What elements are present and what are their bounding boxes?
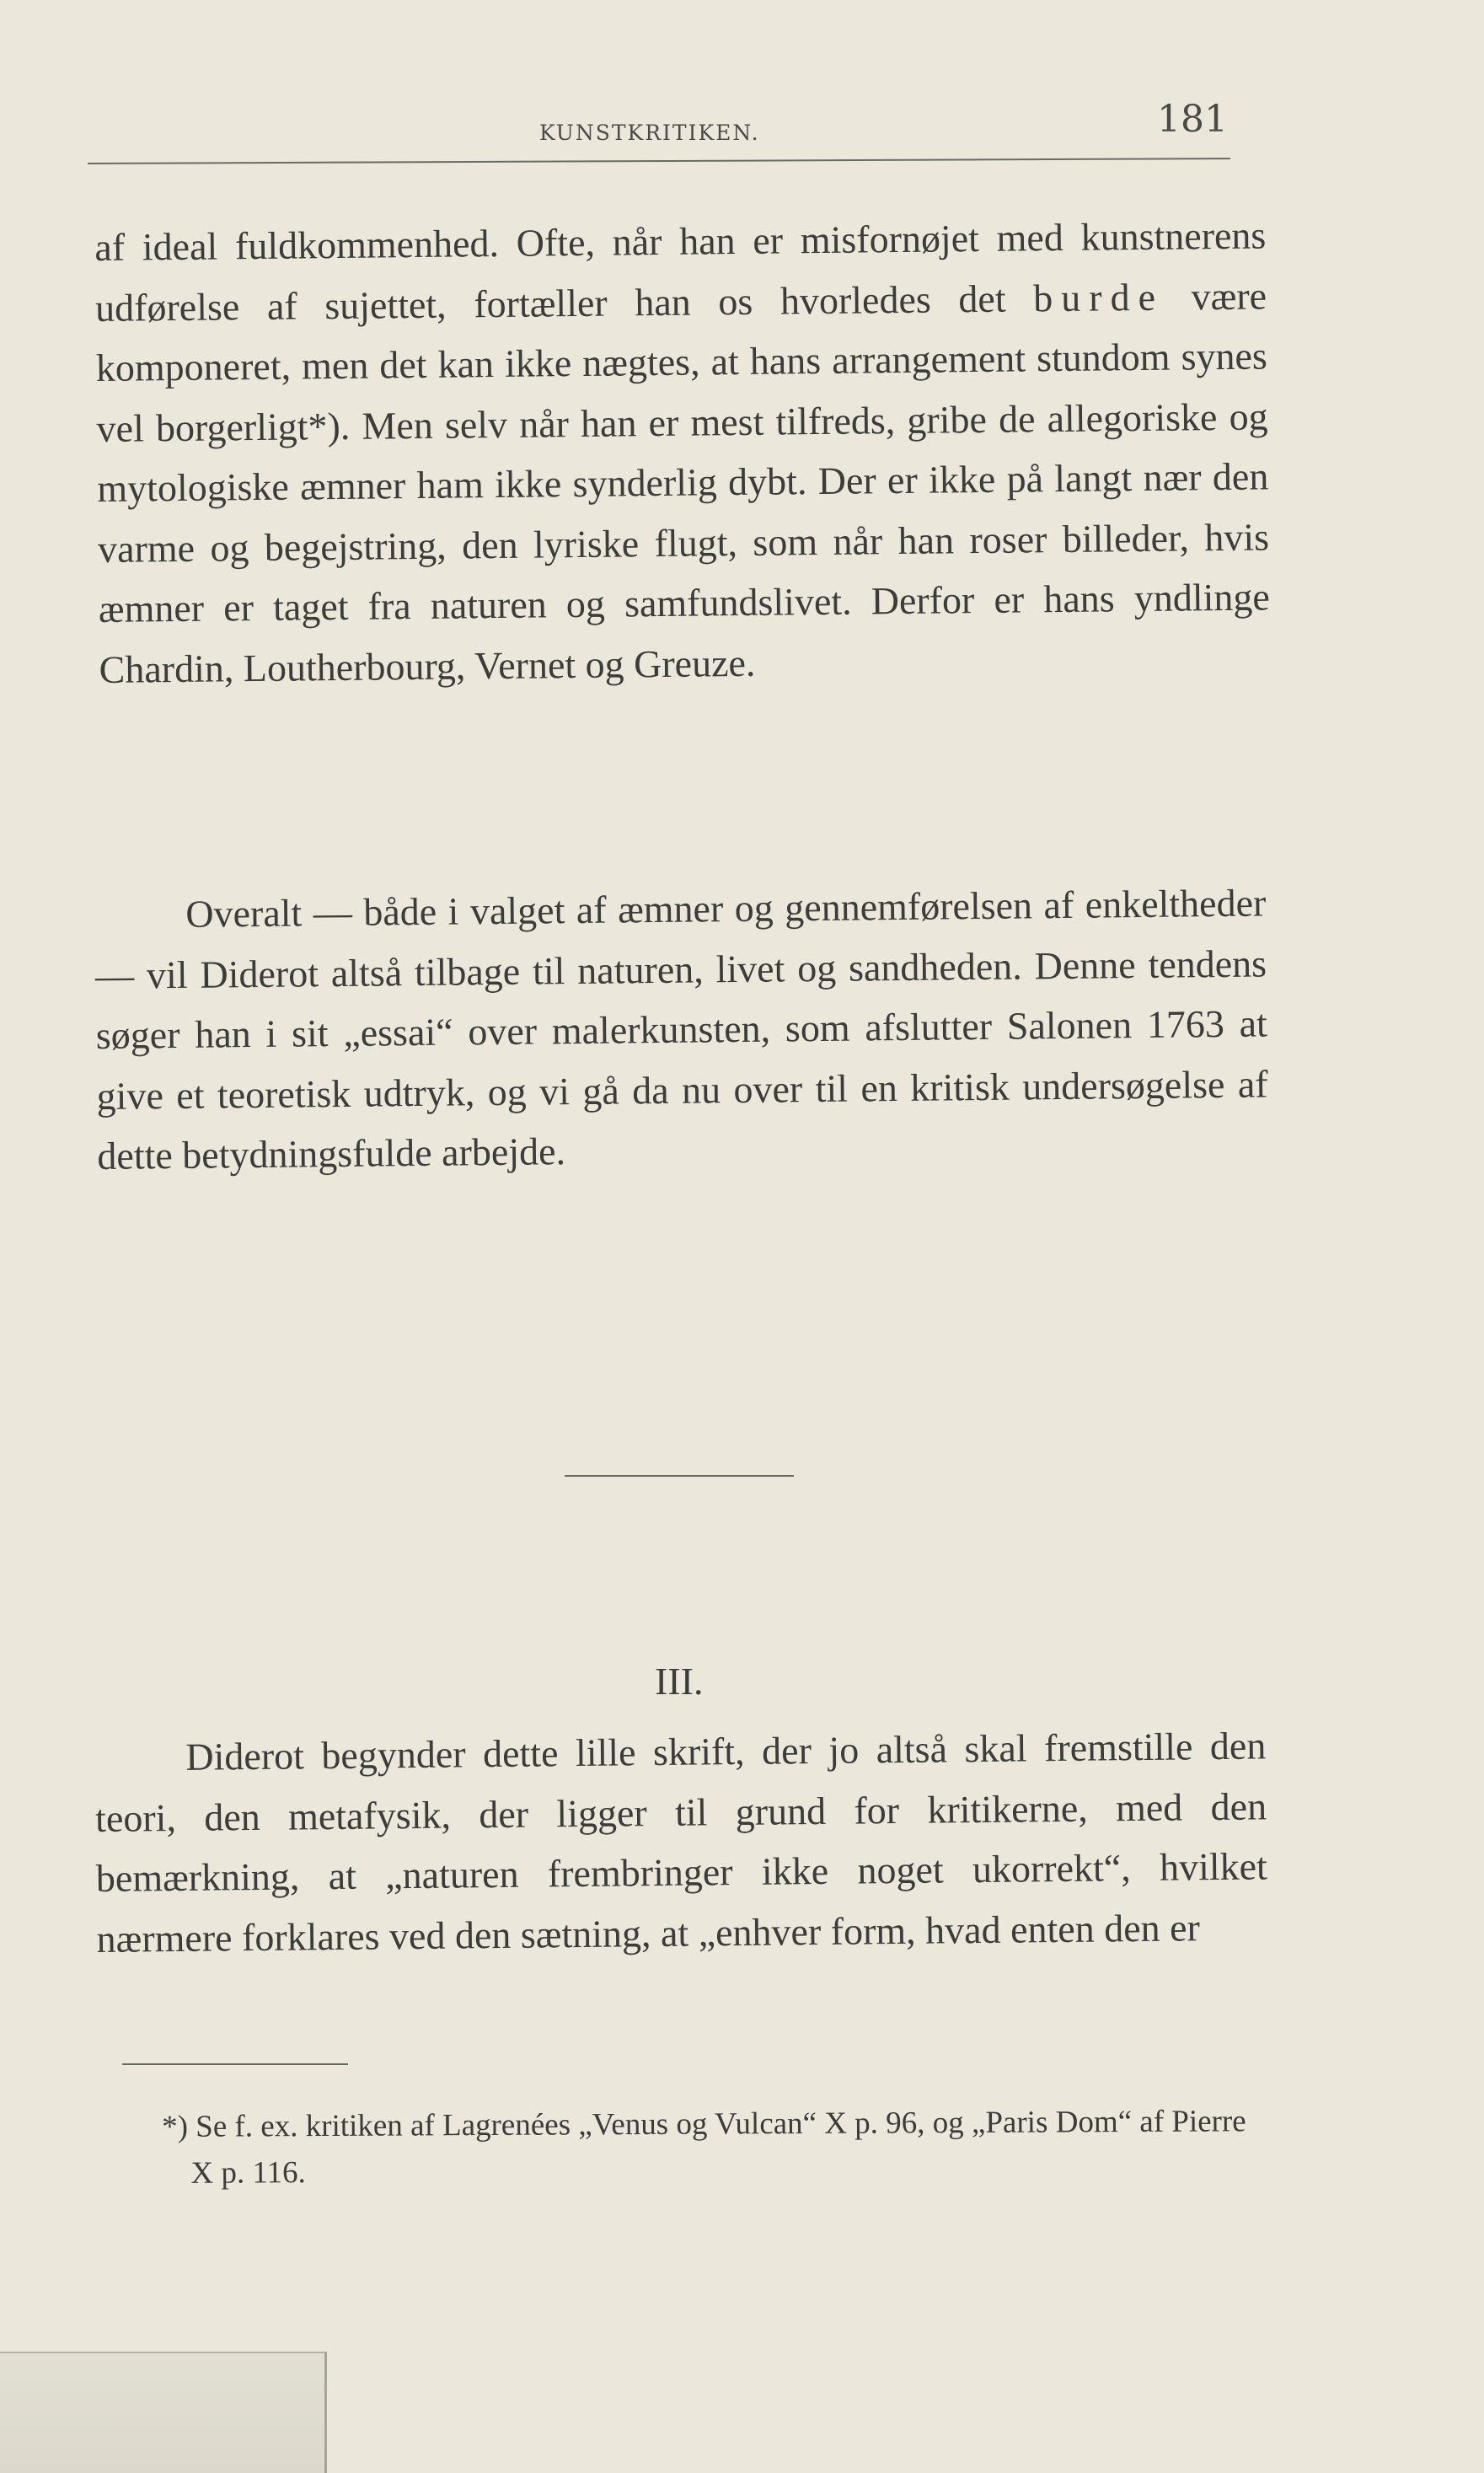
- body-paragraph-3: Diderot begynder dette lille skrift, der jo altså skal fremstille den teori, den metafysik, der ligger til grund for kritikerne, med den bemærkning, at „naturen frembringer ikke noget ukorrekt“, hvilket nærmere forklares ved den sætning, at „enhver form, hvad enten den er: [94, 1724, 1268, 1961]
- page-number: 181: [1157, 98, 1228, 141]
- body-paragraph-2: Overalt — både i valget af æmner og gennemførelsen af enkeltheder — vil Diderot altså tilbage til naturen, livet og sandheden. Denne tendens søger han i sit „essai“ over malerkunsten, som afslutter Salonen 1763 at give et teoretisk udtryk, og vi gå da nu over til en kritisk undersøgelse af dette betydningsfulde arbejde.: [94, 881, 1268, 1177]
- section-heading: III.: [655, 1660, 704, 1703]
- paragraph-1-text-a: af ideal fuldkommenhed. Ofte, når han er misfornøjet med kunstnerens udførelse af sujettet, fortæller han os hvorledes det: [94, 213, 1267, 330]
- page-edge-shadow: [0, 2352, 327, 2473]
- body-paragraph-1: [94, 205, 1271, 700]
- header-rule: [88, 158, 1230, 164]
- paragraph-1-text-b: være komponeret, men det kan ikke nægtes, at hans arrangement stundom synes vel borgerligt*). Men selv når han er mest tilfreds, gribe de allegoriske og mytologiske æmner ham ikke synderlig dybt. Der er ikke på langt nær den varme og begejstring, den lyriske flugt, som når han roser billeder, hvis æmner er taget fra naturen og samfundslivet. Derfor er hans yndlinge Chardin, Loutherbourg, Vernet og Greuze.: [95, 273, 1271, 691]
- running-title: KUNSTKRITIKEN.: [539, 121, 760, 145]
- section-divider: [565, 1475, 794, 1477]
- footnote: *) Se f. ex. kritiken af Lagrenées „Venus og Vulcan“ X p. 96, og „Paris Dom“ af Pierre X p. 116.: [162, 2104, 1246, 2191]
- footnote-rule: [122, 2063, 348, 2065]
- emphasized-word: burde: [1032, 275, 1165, 319]
